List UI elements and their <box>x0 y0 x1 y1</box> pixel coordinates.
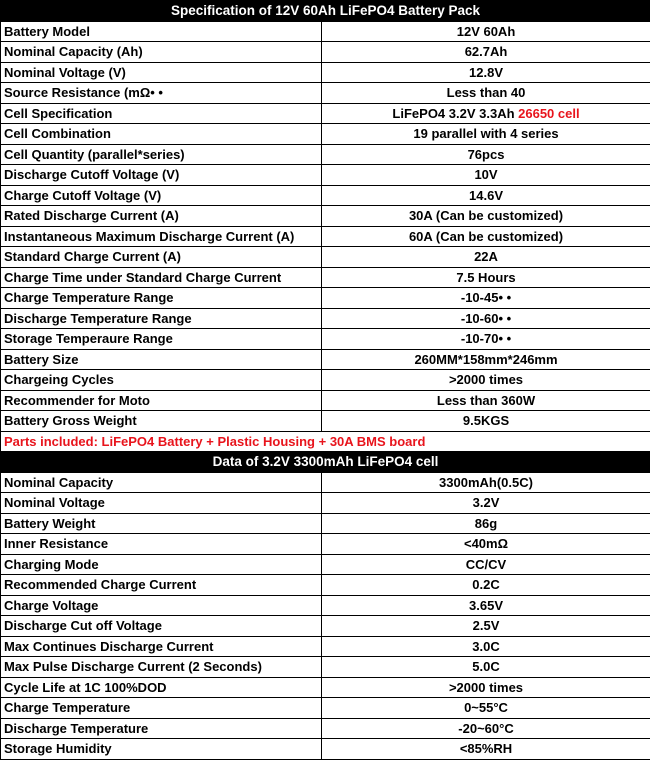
spec-value: 3.0C <box>322 636 650 657</box>
spec-value: 0.2C <box>322 575 650 596</box>
pack-spec-row <box>1 165 650 186</box>
spec-label: Charging Mode <box>1 554 322 575</box>
cell-spec-row <box>1 513 650 534</box>
spec-value: Less than 360W <box>322 390 650 411</box>
pack-spec-row <box>1 267 650 288</box>
spec-label: Charge Cutoff Voltage (V) <box>1 185 322 206</box>
spec-label: Battery Weight <box>1 513 322 534</box>
spec-label: Discharge Temperature Range <box>1 308 322 329</box>
cell-spec-row <box>1 472 650 493</box>
spec-value: <85%RH <box>322 739 650 760</box>
pack-spec-row <box>1 329 650 350</box>
spec-value: >2000 times <box>322 677 650 698</box>
cell-spec-row <box>1 677 650 698</box>
cell-spec-row <box>1 575 650 596</box>
spec-label: Instantaneous Maximum Discharge Current (A) <box>1 226 322 247</box>
cell-spec-row <box>1 534 650 555</box>
pack-spec-row <box>1 226 650 247</box>
spec-label: Storage Humidity <box>1 739 322 760</box>
spec-label: Cycle Life at 1C 100%DOD <box>1 677 322 698</box>
cell-spec-row <box>1 493 650 514</box>
pack-spec-row <box>1 206 650 227</box>
cell-spec-row <box>1 718 650 739</box>
pack-spec-row <box>1 21 650 42</box>
spec-value: 12.8V <box>322 62 650 83</box>
pack-spec-row <box>1 390 650 411</box>
spec-value: 86g <box>322 513 650 534</box>
cell-spec-row <box>1 636 650 657</box>
spec-label: Discharge Cut off Voltage <box>1 616 322 637</box>
spec-label: Rated Discharge Current (A) <box>1 206 322 227</box>
pack-spec-row <box>1 288 650 309</box>
spec-label: Recommended Charge Current <box>1 575 322 596</box>
cell-spec-row <box>1 595 650 616</box>
spec-value: <40mΩ <box>322 534 650 555</box>
spec-value: 10V <box>322 165 650 186</box>
cell-spec-row <box>1 698 650 719</box>
spec-value: Less than 40 <box>322 83 650 104</box>
spec-label: Recommender for Moto <box>1 390 322 411</box>
spec-label: Nominal Voltage (V) <box>1 62 322 83</box>
spec-label: Charge Temperature <box>1 698 322 719</box>
spec-value-text: LiFePO4 3.2V 3.3Ah <box>392 105 519 121</box>
spec-label: Max Pulse Discharge Current (2 Seconds) <box>1 657 322 678</box>
spec-value: 3300mAh(0.5C) <box>322 472 650 493</box>
spec-label: Discharge Temperature <box>1 718 322 739</box>
cell-title: Data of 3.2V 3300mAh LiFePO4 cell <box>1 452 650 473</box>
pack-spec-row <box>1 247 650 268</box>
pack-spec-row <box>1 308 650 329</box>
spec-value: 12V 60Ah <box>322 21 650 42</box>
spec-value: 60A (Can be customized) <box>322 226 650 247</box>
spec-value: -10-60• • <box>322 308 650 329</box>
spec-value: 19 parallel with 4 series <box>322 124 650 145</box>
spec-value: 3.65V <box>322 595 650 616</box>
cell-spec-row <box>1 739 650 760</box>
pack-header-row <box>1 1 650 22</box>
spec-value: -20~60°C <box>322 718 650 739</box>
spec-label: Max Continues Discharge Current <box>1 636 322 657</box>
spec-value-highlight: 26650 cell <box>518 105 580 121</box>
spec-label: Nominal Capacity (Ah) <box>1 42 322 63</box>
spec-value: 7.5 Hours <box>322 267 650 288</box>
spec-label: Source Resistance (mΩ• • <box>1 83 322 104</box>
spec-value <box>322 103 650 124</box>
spec-label: Charge Temperature Range <box>1 288 322 309</box>
spec-value: 22A <box>322 247 650 268</box>
spec-label: Cell Quantity (parallel*series) <box>1 144 322 165</box>
spec-label: Cell Combination <box>1 124 322 145</box>
cell-spec-row <box>1 616 650 637</box>
spec-label: Battery Model <box>1 21 322 42</box>
spec-label: Charge Voltage <box>1 595 322 616</box>
spec-value: 76pcs <box>322 144 650 165</box>
cell-spec-row <box>1 554 650 575</box>
spec-value: 3.2V <box>322 493 650 514</box>
cell-header-row <box>1 452 650 473</box>
spec-value: CC/CV <box>322 554 650 575</box>
pack-title: Specification of 12V 60Ah LiFePO4 Battery Pack <box>1 1 650 22</box>
pack-spec-row <box>1 83 650 104</box>
spec-value: >2000 times <box>322 370 650 391</box>
spec-label: Cell Specification <box>1 103 322 124</box>
spec-label: Nominal Capacity <box>1 472 322 493</box>
spec-label: Inner Resistance <box>1 534 322 555</box>
parts-note-row <box>1 431 650 452</box>
pack-spec-row <box>1 411 650 432</box>
spec-label: Standard Charge Current (A) <box>1 247 322 268</box>
spec-label: Discharge Cutoff Voltage (V) <box>1 165 322 186</box>
pack-spec-row <box>1 144 650 165</box>
spec-label: Storage Temperaure Range <box>1 329 322 350</box>
spec-label: Nominal Voltage <box>1 493 322 514</box>
spec-value: 9.5KGS <box>322 411 650 432</box>
pack-spec-row <box>1 62 650 83</box>
spec-value: 14.6V <box>322 185 650 206</box>
spec-label: Battery Size <box>1 349 322 370</box>
pack-spec-row <box>1 185 650 206</box>
spec-label: Chargeing Cycles <box>1 370 322 391</box>
spec-label: Battery Gross Weight <box>1 411 322 432</box>
spec-value: 260MM*158mm*246mm <box>322 349 650 370</box>
pack-spec-row <box>1 124 650 145</box>
parts-included-note: Parts included: LiFePO4 Battery + Plastic Housing + 30A BMS board <box>1 431 650 452</box>
pack-spec-row <box>1 42 650 63</box>
pack-spec-row <box>1 103 650 124</box>
spec-value: 62.7Ah <box>322 42 650 63</box>
pack-spec-row <box>1 349 650 370</box>
cell-spec-row <box>1 657 650 678</box>
spec-value: 30A (Can be customized) <box>322 206 650 227</box>
spec-value: 0~55°C <box>322 698 650 719</box>
spec-value: -10-70• • <box>322 329 650 350</box>
spec-value: 5.0C <box>322 657 650 678</box>
spec-value: 2.5V <box>322 616 650 637</box>
spec-label: Charge Time under Standard Charge Current <box>1 267 322 288</box>
spec-value: -10-45• • <box>322 288 650 309</box>
pack-spec-row <box>1 370 650 391</box>
